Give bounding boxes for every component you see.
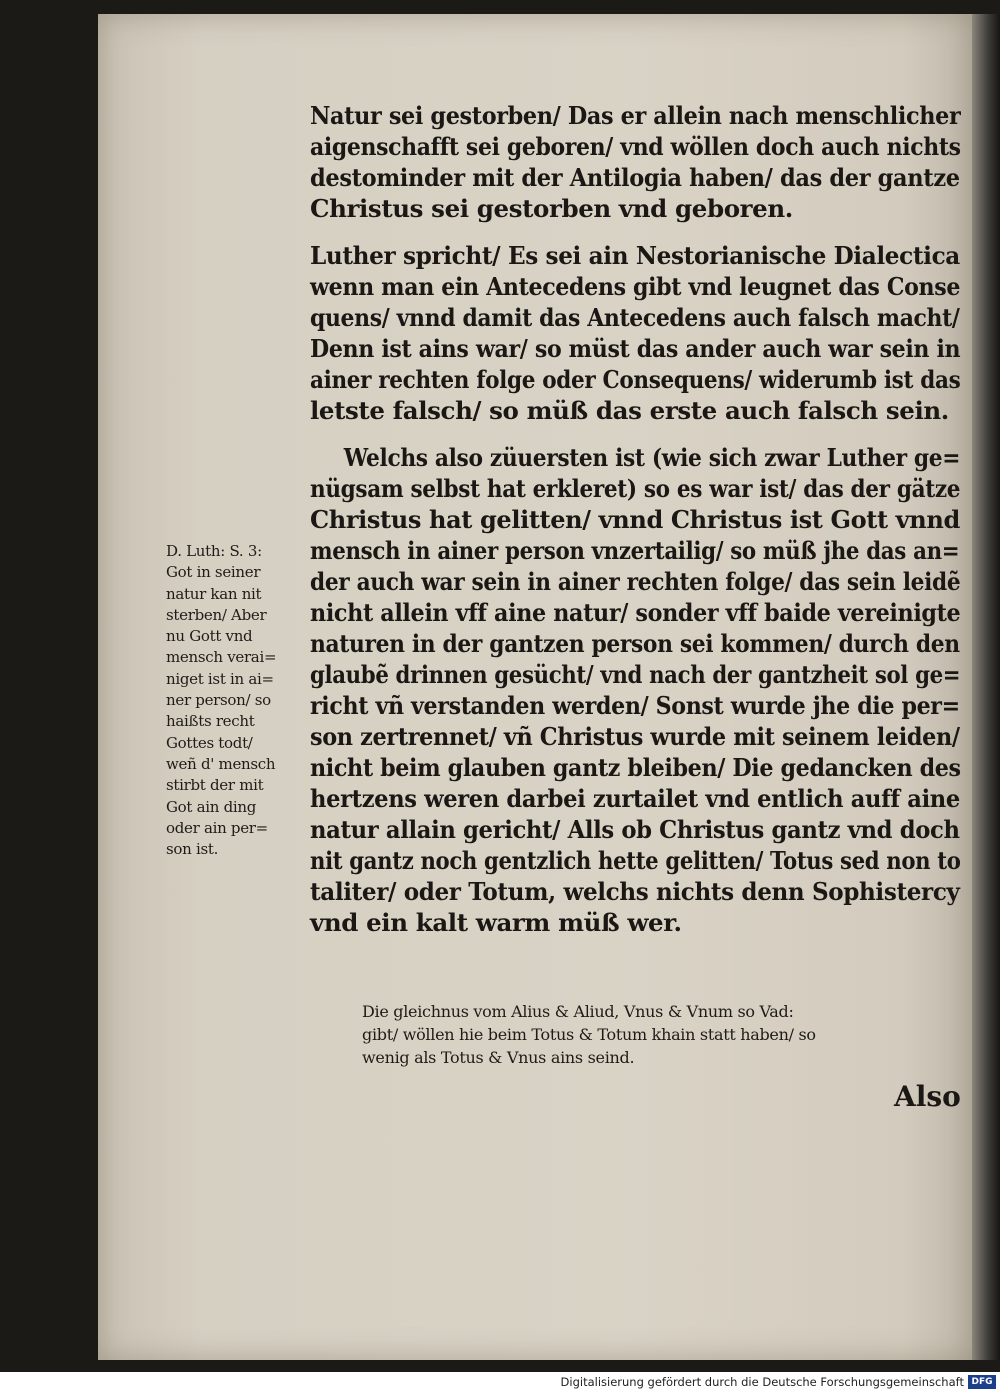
text-line: glaubẽ drinnen gesücht/ vnd nach der gantzheit sol ge= bbox=[310, 660, 961, 689]
footnote-line: Die gleichnus vom Alius & Aliud, Vnus & Vnum so Vad: bbox=[362, 1002, 794, 1021]
margin-line: stirbt der mit bbox=[166, 776, 264, 795]
text-line: nit gantz noch gentzlich hette gelitten/ Totus sed non to bbox=[310, 846, 961, 875]
text-line: Christus sei gestorben vnd geboren. bbox=[310, 194, 793, 223]
text-line: naturen in der gantzen person sei kommen/ durch den bbox=[310, 629, 960, 658]
margin-line: haißts recht bbox=[166, 712, 255, 731]
text-line: natur allain gericht/ Alls ob Christus gantz vnd doch bbox=[310, 815, 960, 844]
text-line: Christus hat gelitten/ vnnd Christus ist Gott vnnd bbox=[310, 505, 960, 534]
paragraph-gap bbox=[310, 224, 960, 240]
catchword: Also bbox=[894, 1080, 961, 1113]
text-line: destominder mit der Antilogia haben/ das der gantze bbox=[310, 163, 960, 192]
margin-line: Got ain ding bbox=[166, 797, 257, 816]
margin-line: ner person/ so bbox=[166, 691, 271, 710]
margin-line: Gottes todt/ bbox=[166, 733, 253, 752]
margin-line: son ist. bbox=[166, 840, 219, 859]
margin-line: sterben/ Aber bbox=[166, 605, 267, 624]
text-line: vnd ein kalt warm müß wer. bbox=[310, 908, 682, 937]
dfg-logo-icon: DFG bbox=[968, 1375, 996, 1389]
text-line: quens/ vnnd damit das Antecedens auch falsch macht/ bbox=[310, 303, 960, 332]
text-line: Natur sei gestorben/ Das er allein nach menschlicher bbox=[310, 101, 961, 130]
text-line: son zertrennet/ vñ Christus wurde mit seinem leiden/ bbox=[310, 722, 960, 751]
margin-line: niget ist in ai= bbox=[166, 669, 274, 688]
text-line: Denn ist ains war/ so müst das ander auch war sein in bbox=[310, 334, 961, 363]
text-line: ainer rechten folge oder Consequens/ widerumb ist das bbox=[310, 365, 961, 394]
credit-text: Digitalisierung gefördert durch die Deutsche Forschungsgemeinschaft bbox=[560, 1375, 964, 1389]
text-line: letste falsch/ so müß das erste auch falsch sein. bbox=[310, 396, 949, 425]
margin-note bbox=[166, 541, 304, 860]
text-line: der auch war sein in ainer rechten folge/ das sein leidẽ bbox=[310, 567, 961, 596]
main-text bbox=[310, 100, 960, 938]
text-line: nicht beim glauben gantz bleiben/ Die gedancken des bbox=[310, 753, 961, 782]
paragraph-gap bbox=[310, 426, 960, 442]
footnote bbox=[362, 1000, 962, 1069]
text-line: hertzens weren darbei zurtailet vnd entlich auff aine bbox=[310, 784, 960, 813]
footnote-line: wenig als Totus & Vnus ains seind. bbox=[362, 1048, 635, 1067]
text-line: nügsam selbst hat erkleret) so es war ist/ das der gätze bbox=[310, 474, 961, 503]
margin-line: D. Luth: S. 3: bbox=[166, 542, 262, 560]
margin-line: mensch verai= bbox=[166, 648, 277, 667]
margin-line: oder ain per= bbox=[166, 818, 268, 837]
text-line: richt vñ verstanden werden/ Sonst wurde jhe die per= bbox=[310, 691, 960, 720]
text-line: mensch in ainer person vnzertailig/ so müß jhe das an= bbox=[310, 536, 960, 565]
text-line: wenn man ein Antecedens gibt vnd leugnet das Conse bbox=[310, 272, 961, 301]
margin-line: Got in seiner bbox=[166, 563, 261, 582]
text-line: Luther spricht/ Es sei ain Nestorianische Dialectica bbox=[310, 241, 960, 270]
text-line: Welchs also züuersten ist (wie sich zwar Luther ge= bbox=[343, 443, 961, 472]
margin-line: weñ d' mensch bbox=[166, 754, 276, 773]
text-line: taliter/ oder Totum, welchs nichts denn Sophistercy bbox=[310, 877, 960, 906]
text-line: nicht allein vff aine natur/ sonder vff baide vereinigte bbox=[310, 598, 961, 627]
footnote-line: gibt/ wöllen hie beim Totus & Totum khain statt haben/ so bbox=[362, 1025, 816, 1044]
page-edge bbox=[972, 14, 1000, 1360]
margin-line: nu Gott vnd bbox=[166, 627, 253, 646]
margin-line: natur kan nit bbox=[166, 584, 262, 603]
text-line: aigenschafft sei geboren/ vnd wöllen doch auch nichts bbox=[310, 132, 961, 161]
